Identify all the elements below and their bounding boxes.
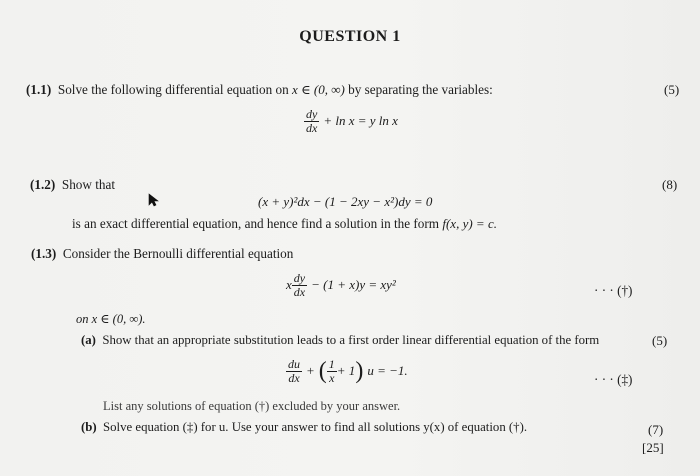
- equation-1-3-fraction: [292, 272, 307, 299]
- left-paren: (: [318, 358, 327, 384]
- question-1-1-label: (1.1): [26, 82, 52, 97]
- equation-a-inner-fraction: [327, 358, 337, 385]
- equation-double-dagger-tag: · · · (‡): [594, 372, 633, 387]
- fraction-denominator: dx: [293, 285, 306, 299]
- fraction-numerator: dy: [306, 107, 318, 121]
- question-1-2-intro: Show that: [61, 177, 115, 192]
- question-1-2-text: [30, 177, 115, 193]
- part-b-text: Solve equation (‡) for u. Use your answer to find all solutions y(x) of equation (†).: [103, 420, 528, 434]
- question-1-2-text2-a: is an exact differential equation, and hence find a solution in the form: [72, 216, 443, 231]
- part-b-marks: (7): [648, 422, 664, 437]
- equation-1-2: (x + y)²dx − (1 − 2xy − x²)dy = 0: [258, 194, 433, 209]
- list-excluded-solutions-text: List any solutions of equation (†) excluded by your answer.: [103, 399, 401, 413]
- part-a-marks: (5): [652, 333, 668, 348]
- equation-double-dagger: [286, 358, 408, 385]
- question-1-2-marks: (8): [662, 177, 678, 192]
- fraction-denominator: x: [329, 371, 335, 385]
- equation-1-3: [286, 272, 396, 299]
- equation-1-3-rest: − (1 + x)y = xy²: [311, 277, 396, 293]
- page-title: QUESTION 1: [299, 28, 401, 45]
- question-1-2-label: (1.2): [30, 177, 56, 192]
- right-paren: ): [355, 358, 364, 384]
- question-1-2-text2: [72, 216, 497, 232]
- equation-1-1-rest: + ln x = y ln x: [323, 113, 398, 129]
- question-1-3-b-text: [81, 420, 527, 435]
- question-1-1-text-b: by separating the variables:: [344, 82, 493, 97]
- question-1-1-marks: (5): [664, 82, 680, 97]
- part-a-label: (a): [81, 333, 96, 347]
- equation-1-3-lead: x: [286, 277, 292, 293]
- equation-a-fraction: [286, 358, 302, 385]
- question-1-3-label: (1.3): [31, 246, 57, 261]
- part-a-text: Show that an appropriate substitution leads to a first order linear differential equation of the form: [102, 333, 600, 347]
- question-1-3-domain: on x ∈ (0, ∞).: [76, 312, 146, 326]
- fraction-numerator: 1: [328, 357, 335, 371]
- equation-a-plus: +: [306, 363, 315, 379]
- fraction-numerator: du: [288, 357, 300, 371]
- question-1-1-text-a: Solve the following differential equation on: [57, 82, 293, 97]
- equation-1-1: [304, 108, 398, 135]
- total-marks: [25]: [642, 440, 664, 455]
- question-1-3-text: [31, 246, 293, 262]
- equation-a-inner-rest: + 1: [336, 363, 356, 379]
- equation-1-1-fraction: [304, 108, 319, 135]
- part-b-label: (b): [81, 420, 97, 434]
- fraction-denominator: dx: [288, 371, 300, 385]
- question-1-3-a-text: [81, 333, 599, 348]
- question-1-1-text: [26, 82, 493, 98]
- fraction-numerator: dy: [293, 271, 306, 285]
- question-1-1-domain: x ∈ (0, ∞): [292, 82, 345, 97]
- question-1-3-intro: Consider the Bernoulli differential equation: [62, 246, 294, 261]
- equation-dagger-tag: · · · (†): [594, 283, 633, 298]
- fraction-denominator: dx: [306, 121, 318, 135]
- equation-a-rest: u = −1.: [367, 363, 408, 379]
- question-1-2-solution-form: f(x, y) = c.: [442, 216, 497, 231]
